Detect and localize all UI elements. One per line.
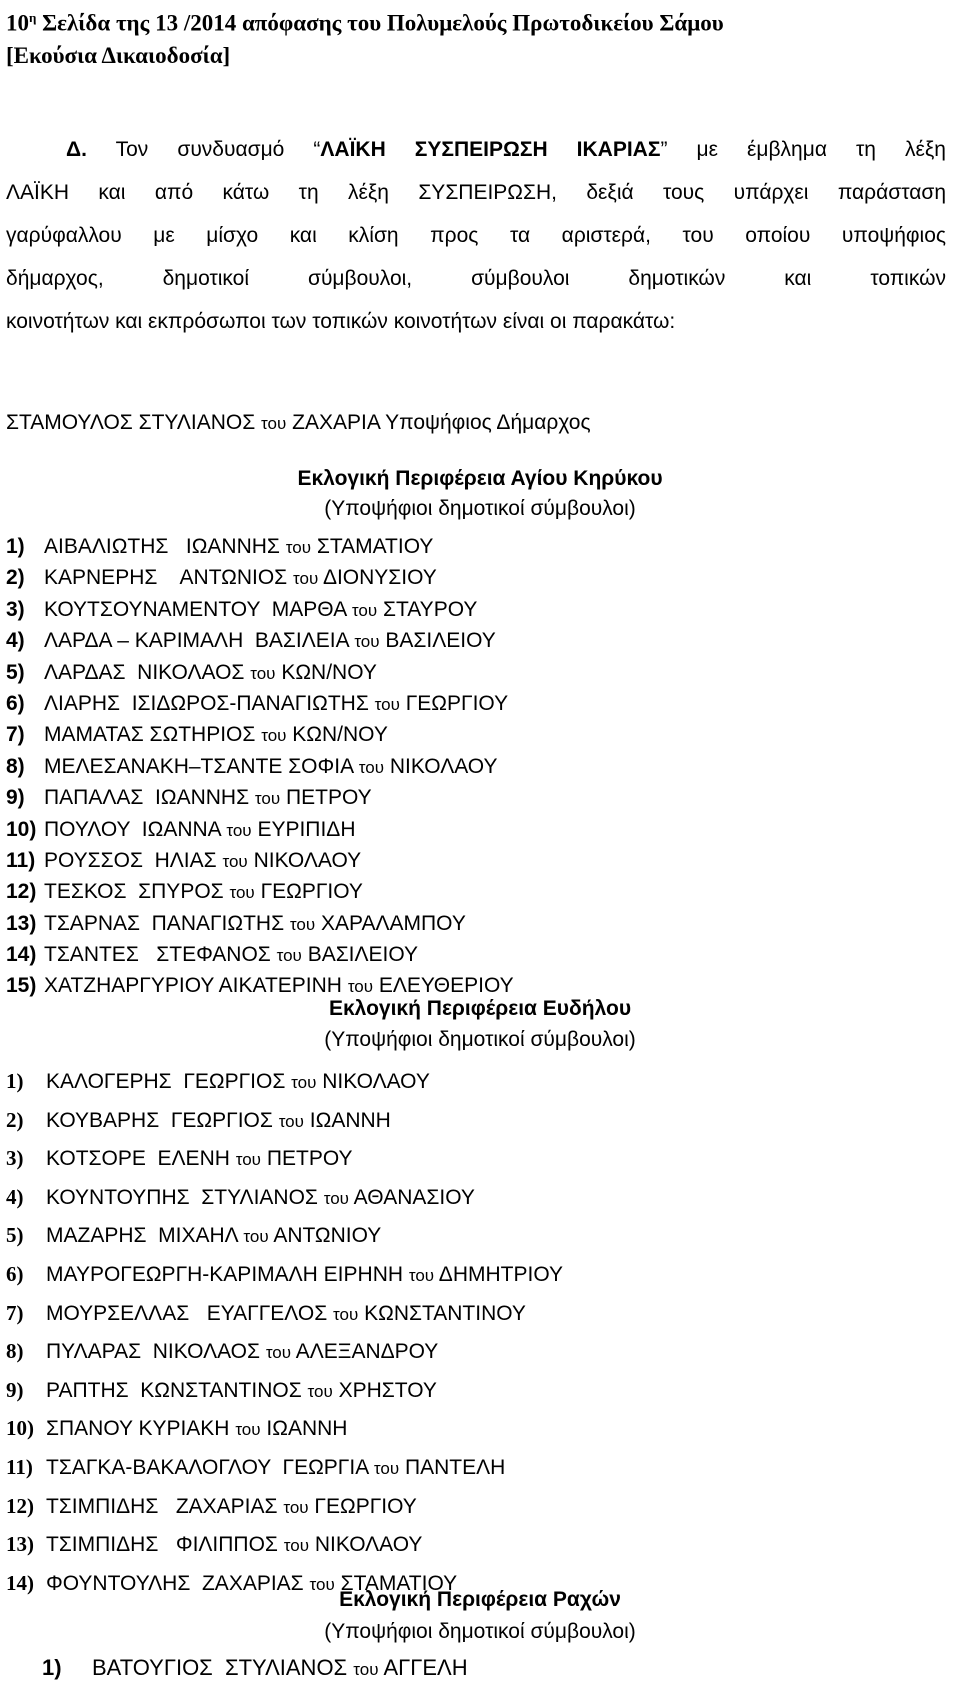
candidate-number: 3) — [6, 597, 25, 621]
candidate-item — [6, 908, 514, 939]
candidate-number: 7) — [6, 1300, 24, 1325]
candidate-item — [6, 531, 514, 562]
candidate-father: ΒΑΣΙΛΕΙΟΥ — [385, 629, 496, 653]
candidate-item — [6, 1294, 563, 1333]
candidate-tou: του — [265, 1343, 292, 1363]
candidate-number: 15) — [6, 974, 37, 998]
candidate-father: ΠΕΤΡΟΥ — [266, 1147, 353, 1171]
candidate-father: ΝΙΚΟΛΑΟΥ — [389, 754, 498, 778]
candidate-name: ΣΠΑΝΟΥ ΚΥΡΙΑΚΗ — [46, 1417, 230, 1441]
candidate-father: ΝΙΚΟΛΑΟΥ — [322, 1070, 430, 1093]
candidate-name: ΜΑΜΑΤΑΣ ΣΩΤΗΡΙΟΣ — [44, 723, 256, 747]
candidate-name: ΤΣΑΝΤΕΣ ΣΤΕΦΑΝΟΣ — [44, 943, 271, 967]
candidate-name: ΚΟΥΝΤΟΥΠΗΣ ΣΤΥΛΙΑΝΟΣ — [46, 1185, 318, 1209]
candidate-item — [6, 1101, 563, 1140]
candidate-number: 14) — [6, 943, 37, 967]
candidate-name: ΚΑΛΟΓΕΡΗΣ ΓΕΩΡΓΙΟΣ — [46, 1070, 286, 1093]
candidate-number: 12) — [6, 880, 37, 904]
candidate-item — [6, 1178, 563, 1217]
candidate-tou: του — [354, 632, 380, 652]
candidate-father: ΒΑΣΙΛΕΙΟΥ — [307, 943, 419, 967]
candidate-item — [6, 625, 514, 656]
region-subtitle: (Υποψήφιοι δημοτικοί σύμβουλοι) — [324, 1620, 636, 1643]
candidate-father: ΣΤΑΜΑΤΙΟΥ — [316, 535, 434, 558]
candidate-father: ΚΩΝΣΤΑΝΤΙΝΟΥ — [364, 1301, 526, 1325]
candidate-number: 6) — [6, 1261, 24, 1286]
candidate-name: ΒΑΤΟΥΓΙΟΣ ΣΤΥΛΙΑΝΟΣ — [92, 1655, 348, 1680]
candidate-item — [6, 751, 514, 782]
candidate-name: ΜΑΖΑΡΗΣ ΜΙΧΑΗΛ — [46, 1224, 238, 1248]
candidate-item — [6, 1487, 563, 1526]
candidate-father: ΔΙΟΝΥΣΙΟΥ — [322, 566, 437, 590]
candidate-father: ΚΩΝ/ΝΟΥ — [281, 660, 377, 684]
candidate-father: ΙΩΑΝΝΗ — [309, 1108, 391, 1132]
candidate-number: 9) — [6, 1377, 24, 1402]
candidate-name: ΡΑΠΤΗΣ ΚΩΝΣΤΑΝΤΙΝΟΣ — [46, 1378, 302, 1402]
candidate-father: ΑΓΓΕΛΗ — [383, 1655, 468, 1680]
candidate-tou: του — [235, 1150, 261, 1170]
candidate-tou: του — [291, 1073, 317, 1092]
candidate-father: ΔΗΜΗΤΡΙΟΥ — [438, 1262, 563, 1286]
candidate-item — [6, 1448, 563, 1487]
candidate-item — [6, 876, 514, 907]
candidate-tou: του — [261, 726, 287, 746]
candidate-item — [6, 1139, 563, 1178]
candidate-father: ΕΥΡΙΠΙΔΗ — [257, 817, 356, 841]
party-name: ΛΑΪΚΗ ΣΥΣΠΕΙΡΩΣΗ ΙΚΑΡΙΑΣ — [320, 138, 661, 161]
candidate-father: ΝΙΚΟΛΑΟΥ — [253, 848, 362, 872]
region-title: Εκλογική Περιφέρεια Αγίου Κηρύκου — [297, 467, 663, 490]
candidate-tou: του — [235, 1420, 261, 1440]
intro-line: γαρύφαλλου με μίσχο και κλίση προς τα αριστερά, του οποίου υποψήφιος — [6, 224, 946, 247]
candidate-father: ΓΕΩΡΓΙΟΥ — [405, 691, 509, 715]
candidate-list — [6, 531, 514, 1002]
candidate-item — [42, 1651, 468, 1687]
candidate-number: 4) — [6, 1184, 24, 1209]
candidate-tou: του — [283, 1536, 309, 1556]
candidate-number: 5) — [6, 660, 25, 684]
candidate-tou: του — [323, 1188, 349, 1208]
candidate-name: ΤΣΑΡΝΑΣ ΠΑΝΑΓΙΩΤΗΣ — [44, 911, 285, 935]
candidate-tou: του — [293, 569, 319, 589]
candidate-item — [6, 782, 514, 813]
candidate-name: ΤΣΙΜΠΙΔΗΣ ΦΙΛΙΠΠΟΣ — [46, 1533, 278, 1557]
candidate-item — [6, 688, 514, 719]
region-title: Εκλογική Περιφέρεια Ραχών — [339, 1588, 621, 1611]
candidate-tou: του — [226, 820, 252, 840]
candidate-item — [6, 1216, 563, 1255]
candidate-name: ΛΑΡΔΑ – ΚΑΡΙΜΑΛΗ ΒΑΣΙΛΕΙΑ — [44, 629, 349, 653]
candidate-name: ΜΟΥΡΣΕΛΛΑΣ ΕΥΑΓΓΕΛΟΣ — [46, 1301, 328, 1325]
candidate-item — [6, 1371, 563, 1410]
candidate-item — [6, 814, 514, 845]
region-subtitle: (Υποψήφιοι δημοτικοί σύμβουλοι) — [324, 497, 636, 520]
candidate-number: 7) — [6, 723, 25, 747]
intro-line: κοινοτήτων και εκπρόσωποι των τοπικών κοινοτήτων είναι οι παρακάτω: — [6, 310, 676, 333]
candidate-tou: του — [353, 1660, 379, 1679]
region-subtitle: (Υποψήφιοι δημοτικοί σύμβουλοι) — [324, 1028, 636, 1051]
candidate-number: 3) — [6, 1146, 24, 1171]
candidate-number: 6) — [6, 691, 25, 715]
candidate-tou: του — [408, 1265, 435, 1285]
candidate-tou: του — [229, 883, 255, 903]
candidate-number: 10) — [6, 1416, 34, 1441]
candidate-name: ΚΟΥΤΣΟΥΝΑΜΕΝΤΟΥ ΜΑΡΘΑ — [44, 597, 347, 621]
candidate-tou: του — [351, 600, 378, 620]
intro-line: δήμαρχος, δημοτικοί σύμβουλοι, σύμβουλοι δημοτικών και τοπικών — [6, 267, 946, 290]
candidate-number: 8) — [6, 754, 25, 778]
candidate-list — [6, 1062, 563, 1602]
candidate-tou: του — [374, 694, 400, 714]
candidate-number: 1) — [6, 1069, 24, 1093]
candidate-number: 5) — [6, 1223, 24, 1248]
candidate-name: ΤΣΑΓΚΑ-ΒΑΚΑΛΟΓΛΟΥ ΓΕΩΡΓΙΑ — [46, 1455, 369, 1479]
intro-line: ΛΑΪΚΗ και από κάτω τη λέξη ΣΥΣΠΕΙΡΩΣΗ, δεξιά τους υπάρχει παράσταση — [6, 181, 946, 204]
candidate-tou: του — [347, 977, 374, 997]
candidate-list — [42, 1651, 468, 1687]
candidate-number: 2) — [6, 566, 25, 590]
candidate-tou: του — [222, 851, 248, 871]
candidate-tou: του — [243, 1227, 269, 1247]
candidate-number: 12) — [6, 1493, 34, 1518]
candidate-father: ΑΛΕΞΑΝΔΡΟΥ — [295, 1340, 439, 1364]
candidate-number: 10) — [6, 817, 37, 841]
candidate-number: 1) — [6, 535, 25, 558]
candidate-item — [6, 1409, 563, 1448]
candidate-father: ΓΕΩΡΓΙΟΥ — [260, 880, 363, 904]
intro-paragraph — [6, 128, 946, 343]
candidate-number: 8) — [6, 1339, 24, 1364]
candidate-name: ΠΟΥΛΟΥ ΙΩΑΝΝΑ — [44, 817, 221, 841]
candidate-father: ΑΝΤΩΝΙΟΥ — [273, 1224, 382, 1248]
candidate-tou: του — [373, 1458, 400, 1478]
candidate-number: 1) — [42, 1655, 62, 1680]
candidate-name: ΜΕΛΕΣΑΝΑΚΗ–ΤΣΑΝΤΕ ΣΟΦΙΑ — [44, 754, 353, 778]
candidate-tou: του — [285, 538, 311, 557]
candidate-father: ΠΕΤΡΟΥ — [285, 786, 372, 810]
candidate-tou: του — [254, 789, 281, 809]
candidate-tou: του — [283, 1497, 309, 1517]
candidate-name: ΠΑΠΑΛΑΣ ΙΩΑΝΝΗΣ — [44, 786, 250, 810]
intro-line: Δ. Τον συνδυασμό “ΛΑΪΚΗ ΣΥΣΠΕΙΡΩΣΗ ΙΚΑΡΙΑΣ” με έμβλημα τη λέξη — [66, 138, 946, 161]
candidate-name: ΠΥΛΑΡΑΣ ΝΙΚΟΛΑΟΣ — [46, 1340, 260, 1364]
mayor-candidate: ΣΤΑΜΟΥΛΟΣ ΣΤΥΛΙΑΝΟΣ του ΖΑΧΑΡΙΑ Υποψήφιος Δήμαρχος — [6, 411, 591, 434]
candidate-father: ΕΛΕΥΘΕΡΙΟΥ — [378, 974, 514, 998]
candidate-father: ΣΤΑΜΑΤΙΟΥ — [340, 1571, 458, 1595]
candidate-name: ΛΑΡΔΑΣ ΝΙΚΟΛΑΟΣ — [44, 660, 245, 684]
candidate-father: ΙΩΑΝΝΗ — [266, 1417, 348, 1441]
candidate-number: 11) — [6, 848, 36, 872]
candidate-father: ΑΘΑΝΑΣΙΟΥ — [353, 1185, 475, 1209]
candidate-father: ΓΕΩΡΓΙΟΥ — [314, 1494, 417, 1518]
candidate-name: ΧΑΤΖΗΑΡΓΥΡΙΟΥ ΑΙΚΑΤΕΡΙΝΗ — [44, 974, 342, 998]
candidate-item — [6, 1525, 563, 1564]
candidate-number: 11) — [6, 1454, 33, 1479]
candidate-tou: του — [276, 946, 302, 966]
candidate-number: 14) — [6, 1570, 34, 1595]
candidate-item — [6, 594, 514, 625]
region-title: Εκλογική Περιφέρεια Ευδήλου — [328, 997, 632, 1020]
candidate-tou: του — [289, 914, 316, 934]
header-title: $10^\eta$ Σελίδα της 13 /2014 απόφασης του Πολυμελούς Πρωτοδικείου Σάμου — [6, 10, 724, 36]
candidate-tou: του — [250, 663, 276, 683]
candidate-item — [6, 845, 514, 876]
candidate-number: 13) — [6, 911, 37, 935]
header-subtitle: [Εκούσια Δικαιοδοσία] — [6, 42, 231, 68]
candidate-name: ΑΙΒΑΛΙΩΤΗΣ ΙΩΑΝΝΗΣ — [44, 535, 280, 558]
candidate-number: 13) — [6, 1532, 34, 1557]
candidate-name: ΜΑΥΡΟΓΕΩΡΓΗ-ΚΑΡΙΜΑΛΗ ΕΙΡΗΝΗ — [46, 1262, 404, 1286]
candidate-name: ΦΟΥΝΤΟΥΛΗΣ ΖΑΧΑΡΙΑΣ — [46, 1571, 304, 1595]
candidate-item — [6, 657, 514, 688]
candidate-item — [6, 1255, 563, 1294]
candidate-name: ΡΟΥΣΣΟΣ ΗΛΙΑΣ — [44, 848, 217, 872]
candidate-item — [6, 719, 514, 750]
candidate-father: ΝΙΚΟΛΑΟΥ — [314, 1533, 423, 1557]
candidate-name: ΛΙΑΡΗΣ ΙΣΙΔΩΡΟΣ-ΠΑΝΑΓΙΩΤΗΣ — [44, 691, 369, 715]
candidate-tou: του — [309, 1574, 335, 1594]
candidate-tou: του — [307, 1381, 333, 1401]
candidate-number: 2) — [6, 1107, 24, 1132]
candidate-name: ΤΕΣΚΟΣ ΣΠΥΡΟΣ — [44, 880, 224, 904]
candidate-name: ΤΣΙΜΠΙΔΗΣ ΖΑΧΑΡΙΑΣ — [46, 1494, 278, 1518]
candidate-father: ΠΑΝΤΕΛΗ — [404, 1455, 506, 1479]
candidate-tou: του — [278, 1111, 304, 1131]
candidate-father: ΧΑΡΑΛΑΜΠΟΥ — [321, 911, 466, 935]
candidate-father: ΣΤΑΥΡΟΥ — [382, 597, 478, 621]
candidate-tou: του — [333, 1304, 359, 1324]
candidate-name: ΚΑΡΝΕΡΗΣ ΑΝΤΩΝΙΟΣ — [44, 566, 288, 590]
candidate-item — [6, 939, 514, 970]
candidate-number: 9) — [6, 786, 25, 810]
candidate-father: ΚΩΝ/ΝΟΥ — [292, 723, 388, 747]
candidate-item — [6, 1332, 563, 1371]
candidate-item — [6, 1062, 563, 1101]
candidate-father: ΧΡΗΣΤΟΥ — [338, 1378, 437, 1402]
candidate-name: ΚΟΤΣΟΡΕ ΕΛΕΝΗ — [46, 1147, 230, 1171]
section-letter: Δ. — [66, 138, 87, 161]
page-header — [6, 2, 724, 72]
candidate-number: 4) — [6, 629, 25, 653]
candidate-name: ΚΟΥΒΑΡΗΣ ΓΕΩΡΓΙΟΣ — [46, 1108, 273, 1132]
candidate-tou: του — [358, 757, 385, 777]
candidate-item — [6, 562, 514, 593]
